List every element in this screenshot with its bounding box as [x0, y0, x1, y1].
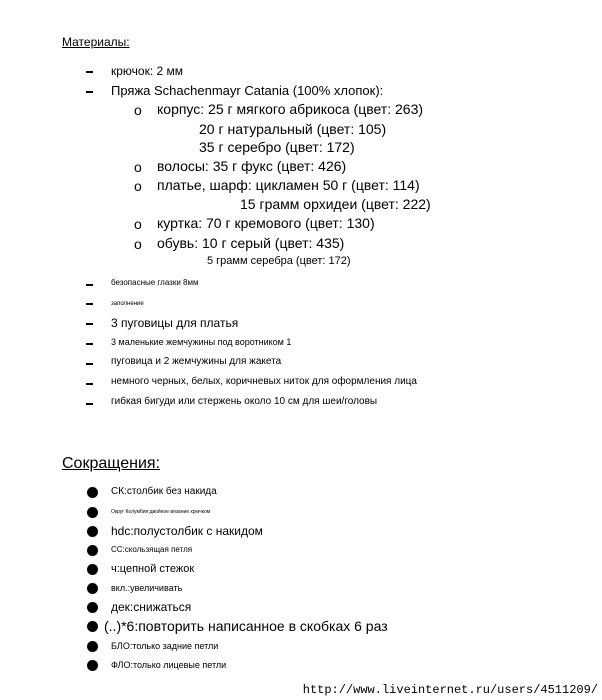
yarn-item: 35 г серебро (цвет: 172) [199, 139, 355, 155]
circle-bullet: o [134, 216, 142, 232]
abbreviation-item: ч:цепной стежок [111, 563, 195, 575]
abbreviation-item: вкл.:увеличивать [111, 583, 183, 593]
abbreviation-item: hdc:полустолбик с накидом [111, 524, 263, 538]
material-item: пуговица и 2 жемчужины для жакета [111, 356, 282, 367]
abbreviations-heading: Сокращения: [62, 455, 161, 472]
yarn-item: 5 грамм серебра (цвет: 172) [207, 255, 351, 267]
material-item: гибкая бигуди или стержень около 10 см для шеи/головы [111, 396, 378, 407]
yarn-item: 15 грамм орхидеи (цвет: 222) [240, 196, 431, 212]
dash-bullet [86, 323, 93, 325]
dash-bullet [86, 91, 93, 93]
material-item: заполнение [111, 301, 144, 307]
abbreviation-item: БЛО:только задние петли [111, 641, 219, 651]
abbreviation-item: Округ Колумбия:двойное вязание крючком [111, 509, 211, 515]
round-bullet [87, 641, 98, 652]
material-item: безопасные глазки 8мм [111, 278, 199, 287]
dash-bullet [86, 343, 93, 345]
dash-bullet [86, 71, 93, 73]
round-bullet [87, 621, 98, 632]
yarn-item: платье, шарф: цикламен 50 г (цвет: 114) [157, 177, 420, 193]
watermark-url: http://www.liveinternet.ru/users/4511209/ [302, 683, 598, 697]
round-bullet [87, 526, 98, 537]
yarn-title: Пряжа Schachenmayr Catania (100% хлопок): [111, 83, 384, 98]
circle-bullet: o [134, 159, 142, 175]
yarn-item: корпус: 25 г мягкого абрикоса (цвет: 263) [157, 101, 424, 117]
abbreviation-item: (..)*6:повторить написанное в скобках 6 раз [104, 618, 388, 634]
yarn-item: обувь: 10 г серый (цвет: 435) [157, 235, 345, 251]
abbreviation-item: СК:столбик без накида [111, 486, 217, 497]
materials-heading: Материалы: [62, 35, 130, 49]
round-bullet [87, 583, 98, 594]
circle-bullet: o [134, 102, 142, 118]
abbreviation-item: СС:скользящая петля [111, 545, 193, 554]
dash-bullet [86, 284, 93, 286]
round-bullet [87, 564, 98, 575]
dash-bullet [86, 363, 93, 365]
material-item: 3 маленькие жемчужины под воротником 1 [111, 337, 292, 347]
dash-bullet [86, 383, 93, 385]
material-item: 3 пуговицы для платья [111, 316, 239, 330]
circle-bullet: o [134, 236, 142, 252]
round-bullet [87, 487, 98, 498]
abbreviation-item: дек:снижаться [111, 600, 192, 614]
yarn-item: 20 г натуральный (цвет: 105) [199, 121, 387, 137]
material-item: немного черных, белых, коричневых ниток для оформления лица [111, 376, 417, 387]
abbreviation-item: ФЛО:только лицевые петли [111, 660, 227, 670]
dash-bullet [86, 303, 93, 305]
yarn-item: куртка: 70 г кремового (цвет: 130) [157, 215, 375, 231]
round-bullet [87, 507, 98, 518]
round-bullet [87, 602, 98, 613]
circle-bullet: o [134, 178, 142, 194]
hook-size: крючок: 2 мм [111, 64, 184, 78]
dash-bullet [86, 403, 93, 405]
yarn-item: волосы: 35 г фукс (цвет: 426) [157, 158, 347, 174]
round-bullet [87, 660, 98, 671]
round-bullet [87, 545, 98, 556]
